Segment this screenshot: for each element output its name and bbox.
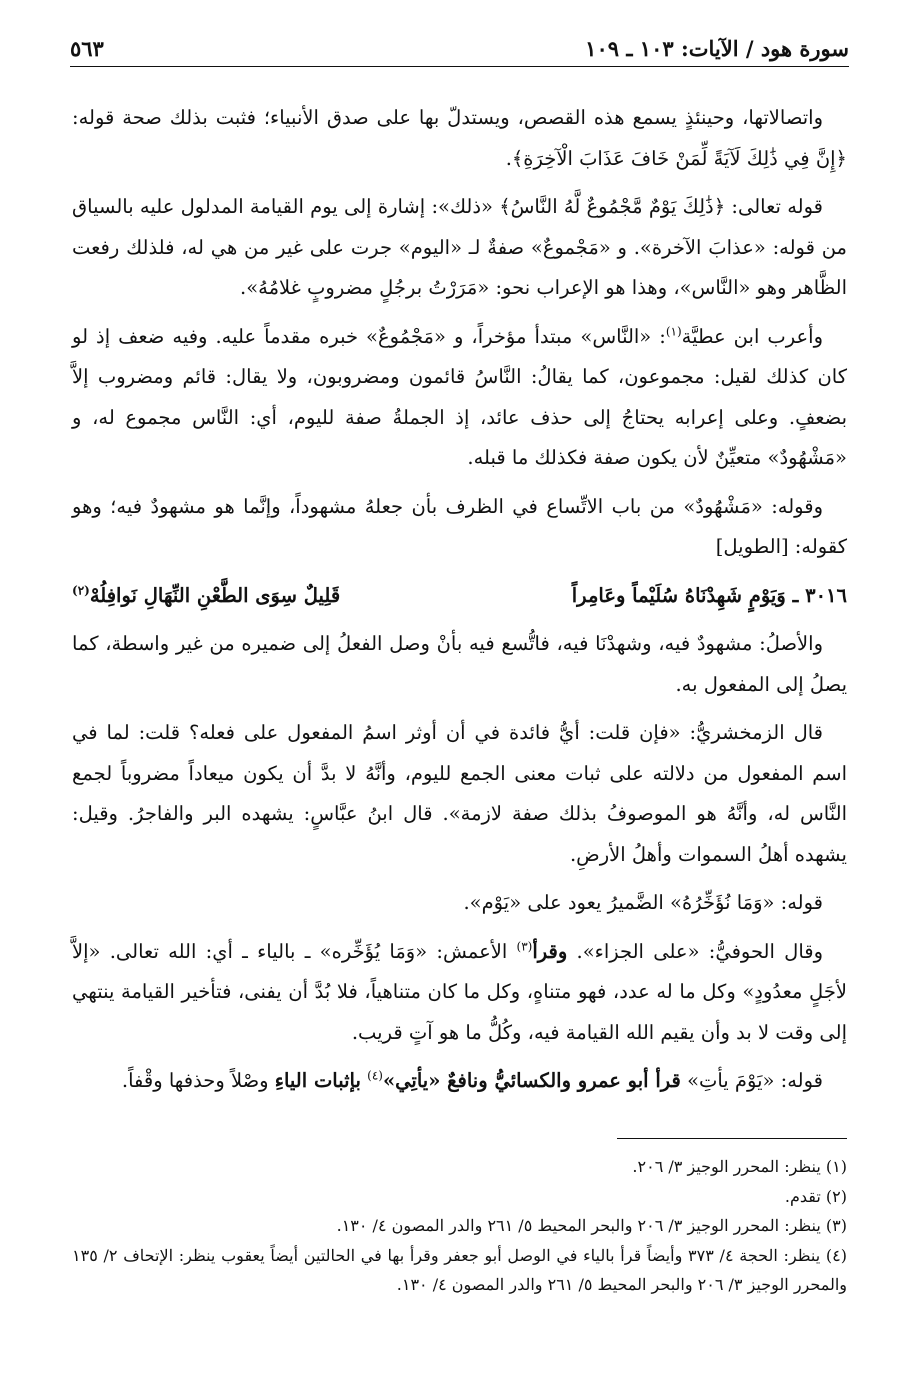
footnote-3: (٣) ينظر: المحرر الوجيز ٣/ ٢٠٦ والبحر المحيط ٥/ ٢٦١ والدر المصون ٤/ ١٣٠. [336, 1216, 847, 1235]
header-title: سورة هود / الآيات: ١٠٣ ـ ١٠٩ [585, 36, 849, 61]
poem-hemistich-1: وَيَوْمٍ شَهِدْنَاهُ سُلَيْماً وعَامِراً [571, 583, 786, 607]
paragraph-7: قوله: «وَمَا نُؤَخِّرُهُ» الضَّميرُ يعود على «يَوْم». [463, 891, 823, 914]
paragraph-3-start: وأعرب ابن عطيَّة [681, 324, 823, 348]
footnote-2: (٢) تقدم. [784, 1186, 847, 1206]
footnote-divider [617, 1138, 847, 1139]
poem-hemistich-2: قَلِيلٌ سِوَى الطَّعْنِ النِّهَالِ نَوافِلُهْ [89, 583, 341, 607]
footnotes [72, 1152, 847, 1300]
paragraph-2: قوله تعالى: ﴿ذَٰلِكَ يَوْمٌ مَّجْمُوعٌ لَّهُ النَّاسُ﴾ «ذلك»: إشارة إلى يوم القيامة المدلول عليه بالسياق من قوله: «عذابَ الآخرة». و «مَجْموعٌ» صفةٌ لـ «اليوم» جرت على غير من هي له، فلذلك رفعت الظَّاهر وهو «النَّاس»، وهذا هو الإعراب نحو: «مَرَرْتُ برجُلٍ مضروبٍ غلامُهُ». [72, 195, 847, 299]
footnote-ref-2: (٢) [72, 583, 90, 597]
paragraph-9-bold: قرأ أبو عمرو والكسائيُّ ونافعٌ «يأتِي» [382, 1069, 681, 1092]
paragraph-6: قال الزمخشريُّ: «فإن قلت: أيُّ فائدة في أن أوثر اسمُ المفعول على فعله؟ قلت: لما في اسم المفعول من دلالته على ثبات معنى الجمع لليوم، وأنَّهُ لا بدَّ أن يكون ميعاداً مضروباً لجمع النَّاس له، وأنَّهُ هو الموصوفُ بذلك صفة لازمة». قال ابنُ عبَّاسٍ: يشهده البر والفاجرُ. وقيل: يشهده أهلُ السموات وأهلُ الأرضِ. [72, 721, 847, 866]
paragraph-9-rest: وصْلاً وحذفها وقْفاً. [121, 1069, 269, 1092]
poem-second-half [72, 576, 340, 617]
paragraph-8-bold: وقرأ [532, 939, 568, 963]
paragraph-9-start: قوله: «يَوْمَ يأتِ» [687, 1069, 823, 1092]
poem-number: ٣٠١٦ ـ [792, 583, 847, 607]
footnote-ref-1: (١) [665, 324, 682, 338]
paragraph-8-start: وقال الحوفيُّ: «على الجزاء». [576, 939, 824, 963]
paragraph-9-bold-2: بإثبات الياءِ [274, 1069, 361, 1092]
poem-verse [72, 576, 847, 617]
paragraph-3 [72, 317, 847, 479]
paragraph-3-rest: : «النَّاس» مبتدأ مؤخراً، و «مَجْمُوعٌ» خبره مقدماً عليه. وفيه ضعف إذ لو كان كذلك لقيل: مجموعون، كما يقالُ: النَّاسُ قائمون ومضروبون، ولا يقال: قائم ومضروب إلاَّ بضعفٍ. وعلى إعرابه يحتاجُ إلى حذف عائد، إذ الجملةُ صفة لليوم، أي: النَّاس مجموع له، و «مَشْهُودٌ» متعيِّنٌ لأن يكون صفة فكذلك ما قبله. [72, 324, 847, 469]
paragraph-1: واتصالاتها، وحينئذٍ يسمع هذه القصص، ويستدلّ بها على صدق الأنبياء؛ فثبت بذلك صحة قوله: ﴿إِنَّ فِي ذَٰلِكَ لَآيَةً لِّمَنْ خَافَ عَذَابَ الْآخِرَةِ﴾. [72, 106, 847, 170]
page-number: ٥٦٣ [70, 36, 104, 61]
poem-first-half [572, 576, 847, 617]
paragraph-4: وقوله: «مَشْهُودٌ» من باب الاتِّساع في الظرف بأن جعلهُ مشهوداً، وإنَّما هو مشهودٌ فيه؛ وهو كقوله: [الطويل] [72, 494, 847, 558]
paragraph-8-rest: الأعمش: «وَمَا يُؤَخِّره» ـ بالياء ـ أي: الله تعالى. «إلاَّ لأجَلٍ معدُودٍ» وكل ما له عدد، فهو متناهٍ، وكل ما كان متناهياً، فلا بُدَّ أن يفنى، فتأخير القيامة ينتهي إلى وقت لا بد وأن يقيم الله القيامة فيه، وكُلُّ ما هو آتٍ قريب. [72, 939, 847, 1044]
footnote-4: (٤) ينظر: الحجة ٤/ ٣٧٣ وأيضاً قرأ بالياء في الوصل أبو جعفر وقرأ بها في الحالتين أيضاً يعقوب ينظر: الإتحاف ٢/ ١٣٥ والمحرر الوجيز ٣/ ٢٠٦ والبحر المحيط ٥/ ٢٦١ والدر المصون ٤/ ١٣٠. [72, 1245, 847, 1294]
paragraph-8 [72, 932, 847, 1054]
paragraph-5: والأصلُ: مشهودٌ فيه، وشهدْنَا فيه، فاتُّسع فيه بأنْ وصل الفعلُ إلى ضميره من غير واسطة، كما يصلُ إلى المفعول به. [72, 632, 847, 696]
running-header [70, 32, 849, 67]
main-text [72, 98, 847, 1110]
footnote-ref-3: (٣) [516, 939, 533, 953]
footnote-ref-4: (٤) [367, 1068, 383, 1083]
footnote-1: (١) ينظر: المحرر الوجيز ٣/ ٢٠٦. [632, 1157, 847, 1176]
paragraph-9 [72, 1061, 847, 1102]
